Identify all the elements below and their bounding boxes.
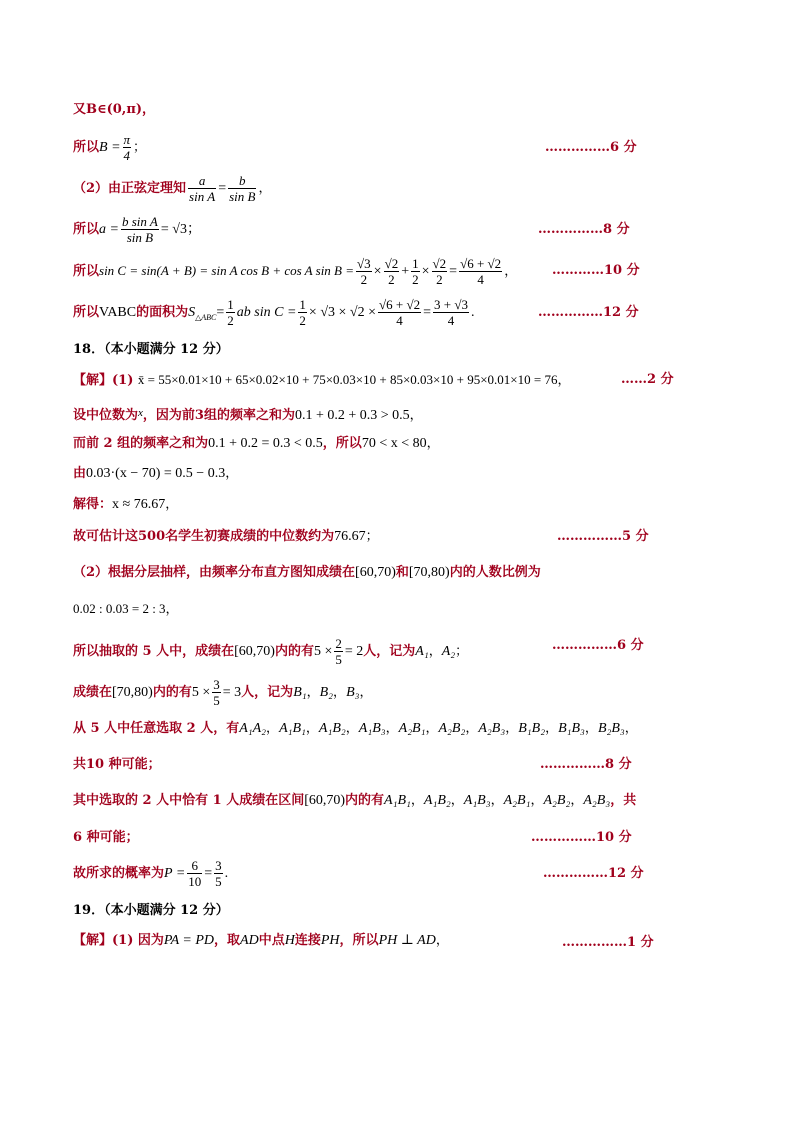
score-5: ……………5 分 xyxy=(557,529,649,544)
line-favorable-count: 6 种可能； xyxy=(73,830,139,845)
line-median-estimate: 故可估计这500名学生初赛成绩的中位数约为76.67； xyxy=(73,529,379,544)
line-total-count: 共10 种可能； xyxy=(73,757,161,772)
line-sine-law: （2）由正弦定理知 $\frac{a}{\text{sin A}}$ = $\frac{b}{\text{sin B}}$ ， xyxy=(73,173,272,204)
score-12: ……………12 分 xyxy=(538,305,639,320)
line-interval-B: 又B∈(0,π)， xyxy=(73,102,155,117)
line-stratified: （2）根据分层抽样，由频率分布直方图知成绩在[60,70)和[70,80)内的人数比例为 xyxy=(73,565,541,580)
line-mean: 【解】(1) x̄ = 55×0.01×10 + 65×0.02×10 + 75×0.03×10 + 85×0.03×10 + 95×0.01×10 = 76， xyxy=(73,372,571,388)
score-8b: ……………8 分 xyxy=(540,757,632,772)
line-probability: 故所求的概率为P = $\frac{6}{10}$ = $\frac{3}{5}$ . xyxy=(73,858,229,889)
score-6: ……………6 分 xyxy=(545,140,637,155)
question-19-heading: 19．（本小题满分 12 分） xyxy=(73,903,229,918)
line-group-A: 所以抽取的 5 人中，成绩在[60,70)内的有5 × $\frac{2}{5}$ = 2人，记为A₁，A₂； xyxy=(73,636,469,667)
score-10b: ……………10 分 xyxy=(531,830,632,845)
line-B-value: 所以B = $\frac{\pi}{4}$ ； xyxy=(73,132,147,163)
line-group-B: 成绩在[70,80)内的有5 × $\frac{3}{5}$ = 3人，记为B₁，B₂，B₃， xyxy=(73,677,373,708)
line-a-value: 所以a = $\frac{\text{b sin A}}{\text{sin B}}$ = √3； xyxy=(73,214,201,245)
score-12b: ……………12 分 xyxy=(543,866,644,881)
line-median-setup: 设中位数为$^x$，因为前3组的频率之和为0.1 + 0.2 + 0.3 > 0.5， xyxy=(73,407,423,423)
line-favorable-pairs: 其中选取的 2 人中恰有 1 人成绩在区间[60,70)内的有A₁B₁，A₁B₂，A₁B₃，A₂B₁，A₂B₂，A₂B₃，共 xyxy=(73,793,637,808)
line-median-range: 而前 2 组的频率之和为0.1 + 0.2 = 0.3 < 0.5，所以70 < x < 80， xyxy=(73,436,440,451)
line-ratio: 0.02 : 0.03 = 2 : 3， xyxy=(73,601,179,616)
score-8: ……………8 分 xyxy=(538,222,630,237)
line-area: 所以VABC的面积为$S_{\triangle ABC}=$ $\frac{1}{2}$ ab sin C = $\frac{1}{2}$ × √3 × √2 × $\frac{√6 + √2}{4}$ = $\frac{3 + √3}{4}$ . xyxy=(73,297,475,328)
line-sinC: 所以sin C = sin(A + B) = sin A cos B + cos A sin B = $\frac{√3}{2}$ × $\frac{√2}{2}$ + $\frac{1}{2}$ × $\frac{√2}{2}$ = $\frac{√6 + √2}{4}$ ， xyxy=(73,256,518,287)
line-equation: 由0.03·(x − 70) = 0.5 − 0.3， xyxy=(73,466,239,481)
line-solution: 解得：x ≈ 76.67， xyxy=(73,497,179,512)
score-2: ……2 分 xyxy=(621,372,674,387)
line-q19-start: 【解】(1) 因为PA = PD，取AD中点H连接PH，所以PH ⊥ AD， xyxy=(73,933,449,948)
question-18-heading: 18．（本小题满分 12 分） xyxy=(73,342,229,357)
line-all-pairs: 从 5 人中任意选取 2 人，有A₁A₂，A₁B₁，A₁B₂，A₁B₃，A₂B₁，A₂B₂，A₂B₃，B₁B₂，B₁B₃，B₂B₃， xyxy=(73,721,638,736)
score-6b: ……………6 分 xyxy=(552,638,644,653)
score-1: ……………1 分 xyxy=(562,935,654,950)
score-10: …………10 分 xyxy=(552,263,640,278)
